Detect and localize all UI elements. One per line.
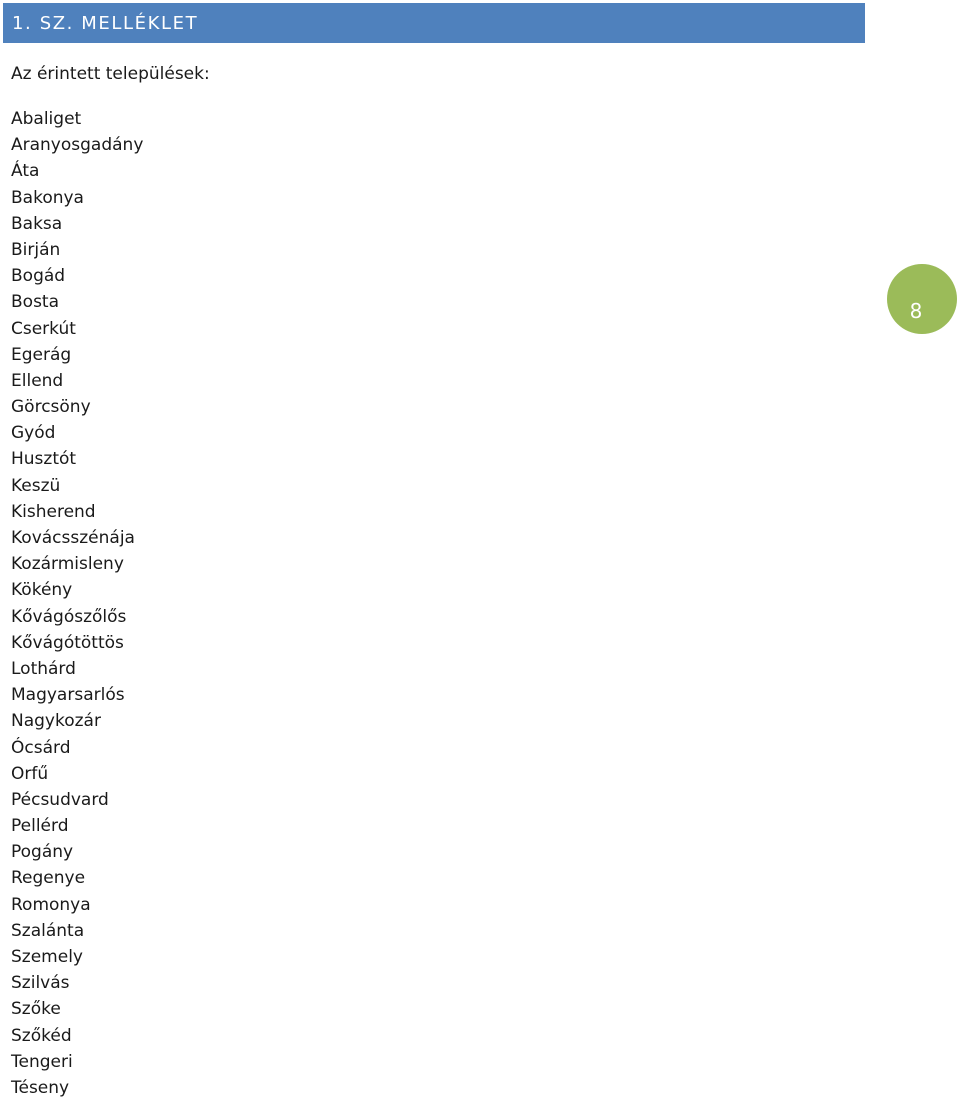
page-number-badge (887, 264, 957, 334)
settlement-item: Bosta (11, 292, 60, 313)
settlement-item: Kővágószőlős (11, 606, 127, 627)
settlement-item: Romonya (11, 894, 91, 915)
settlement-item: Szemely (11, 947, 83, 967)
section-title: 1. SZ. MELLÉKLET (12, 12, 199, 34)
settlement-item: Téseny (11, 1077, 70, 1098)
settlement-item: Birján (11, 239, 61, 260)
settlement-item: Pellérd (11, 816, 69, 837)
section-header-bar (3, 3, 865, 43)
settlement-item: Kővágótöttös (11, 632, 124, 653)
settlement-item: Cserkút (11, 318, 76, 339)
settlement-item: Baksa (11, 213, 63, 234)
settlement-item: Ócsárd (11, 737, 71, 758)
settlement-item: Nagykozár (11, 711, 101, 732)
settlement-item: Bakonya (11, 187, 84, 208)
settlement-item: Pécsudvard (11, 789, 109, 810)
settlement-item: Ellend (11, 370, 64, 391)
settlement-item: Tengeri (11, 1051, 73, 1072)
settlement-item: Görcsöny (11, 397, 91, 418)
settlement-item: Szilvás (11, 973, 70, 994)
settlement-list (11, 106, 143, 1101)
settlement-item: Husztót (11, 449, 77, 470)
settlement-item: Szőkéd (11, 1025, 72, 1046)
settlement-item: Lothárd (11, 658, 76, 679)
settlement-item: Szalánta (11, 920, 85, 941)
settlement-item: Gyód (11, 423, 56, 444)
settlement-item: Szőke (11, 999, 61, 1020)
intro-text: Az érintett települések: (11, 64, 210, 84)
settlement-item: Orfű (11, 763, 49, 784)
settlement-item: Aranyosgadány (11, 135, 144, 156)
settlement-item: Kovácsszénája (11, 528, 135, 548)
settlement-item: Keszü (11, 475, 61, 496)
settlement-item: Kisherend (11, 501, 96, 522)
page-number: 8 (909, 299, 923, 323)
settlement-item: Abaliget (11, 109, 82, 129)
settlement-item: Áta (11, 161, 40, 182)
settlement-item: Egerág (11, 344, 72, 365)
settlement-item: Magyarsarlós (11, 685, 125, 706)
settlement-item: Regenye (11, 868, 86, 889)
settlement-item: Kökény (11, 580, 73, 601)
settlement-item: Pogány (11, 842, 74, 863)
settlement-item: Kozármisleny (11, 554, 124, 575)
settlement-item: Bogád (11, 266, 66, 287)
